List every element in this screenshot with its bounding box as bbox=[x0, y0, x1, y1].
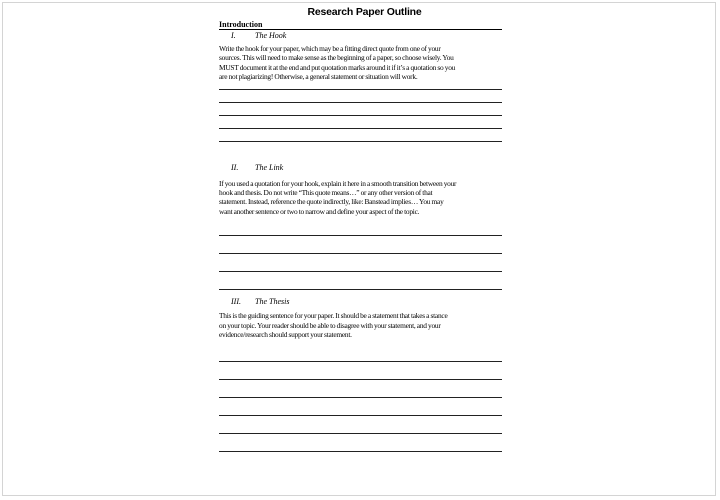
section-name: The Hook bbox=[255, 31, 287, 40]
section-hook-instructions bbox=[219, 44, 502, 82]
writing-line[interactable] bbox=[219, 433, 502, 434]
section-thesis-heading bbox=[219, 297, 502, 307]
instruction-line: are not plagiarizing! Otherwise, a general statement or situation will work. bbox=[219, 72, 418, 82]
writing-line[interactable] bbox=[219, 397, 502, 398]
instruction-line: want another sentence or two to narrow and define your aspect of the topic. bbox=[219, 206, 420, 216]
introduction-label: Introduction bbox=[219, 20, 263, 29]
instruction-line: evidence/research should support your statement. bbox=[219, 330, 352, 340]
writing-line[interactable] bbox=[219, 253, 502, 254]
writing-line[interactable] bbox=[219, 89, 502, 90]
section-numeral: I. bbox=[231, 31, 236, 40]
instruction-line: MUST document it at the end and put quotation marks around it if it’s a quotation so you bbox=[219, 62, 456, 72]
hook-writing-lines bbox=[219, 89, 502, 142]
writing-line[interactable] bbox=[219, 289, 502, 290]
writing-line[interactable] bbox=[219, 128, 502, 129]
writing-line[interactable] bbox=[219, 235, 502, 236]
writing-line[interactable] bbox=[219, 271, 502, 272]
section-numeral: II. bbox=[231, 162, 239, 172]
section-name: The Thesis bbox=[255, 297, 290, 307]
introduction-heading bbox=[219, 20, 502, 30]
writing-line[interactable] bbox=[219, 415, 502, 416]
section-link-heading bbox=[219, 163, 502, 173]
section-name: The Link bbox=[255, 162, 284, 172]
instruction-line: If you used a quotation for your hook, explain it here in a smooth transition between your bbox=[219, 178, 457, 188]
section-thesis-instructions bbox=[219, 311, 502, 339]
instruction-line: statement. Instead, reference the quote indirectly, like: Banstead implies… You may bbox=[219, 197, 444, 207]
instruction-line: Write the hook for your paper, which may be a fitting direct quote from one of your bbox=[219, 44, 441, 53]
page-title: Research Paper Outline bbox=[307, 6, 422, 18]
instruction-line: sources. This will need to make sense as the beginning of a paper, so choose wisely. You bbox=[219, 53, 454, 63]
document-page bbox=[219, 6, 502, 452]
instruction-line: on your topic. Your reader should be able to disagree with your statement, and your bbox=[219, 320, 441, 330]
writing-line[interactable] bbox=[219, 379, 502, 380]
writing-line[interactable] bbox=[219, 451, 502, 452]
thesis-writing-lines bbox=[219, 361, 502, 452]
writing-line[interactable] bbox=[219, 102, 502, 103]
writing-line[interactable] bbox=[219, 361, 502, 362]
section-hook-heading bbox=[219, 31, 502, 41]
section-numeral: III. bbox=[231, 297, 241, 307]
writing-line[interactable] bbox=[219, 141, 502, 142]
writing-line[interactable] bbox=[219, 115, 502, 116]
link-writing-lines bbox=[219, 235, 502, 290]
instruction-line: This is the guiding sentence for your paper. It should be a statement that takes a stance bbox=[219, 311, 448, 321]
instruction-line: hook and thesis. Do not write “This quote means…” or any other version of that bbox=[219, 188, 433, 198]
section-link-instructions bbox=[219, 179, 502, 217]
